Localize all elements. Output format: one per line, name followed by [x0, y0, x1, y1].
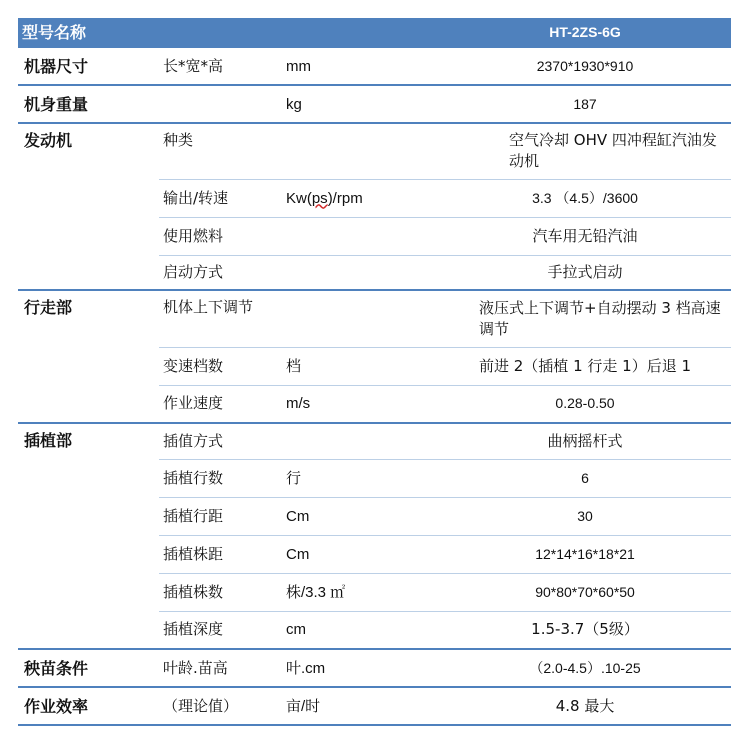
- table-header-row: [18, 18, 731, 47]
- category-seedling: 秧苗条件: [18, 649, 159, 687]
- unit-row-spacing: Cm: [282, 497, 439, 535]
- unit-output-speed-ps: ps: [311, 189, 328, 207]
- item-planting-depth: 插植深度: [159, 611, 282, 649]
- value-planting-rows: 6: [439, 459, 731, 497]
- table-row: [18, 423, 731, 459]
- value-work-speed: 0.28-0.50: [439, 385, 731, 423]
- value-gear-count: 前进 2（插植 1 行走 1）后退 1: [439, 347, 731, 385]
- value-row-spacing: 30: [439, 497, 731, 535]
- unit-output-speed-pre: Kw(: [286, 189, 312, 207]
- unit-start-method: [282, 255, 439, 290]
- item-dimensions: 长*宽*高: [159, 47, 282, 85]
- model-number: HT-2ZS-6G: [439, 18, 731, 47]
- item-fuel: 使用燃料: [159, 217, 282, 255]
- item-start-method: 启动方式: [159, 255, 282, 290]
- unit-dimensions: mm: [282, 47, 439, 85]
- value-engine-type: 空气冷却 OHV 四冲程缸汽油发动机: [439, 123, 731, 179]
- category-planting: 插植部: [18, 423, 159, 649]
- unit-seedling: 叶.cm: [282, 649, 439, 687]
- value-planting-method: 曲柄摇杆式: [439, 423, 731, 459]
- table-row: [18, 123, 731, 179]
- unit-output-speed: [282, 179, 439, 217]
- unit-fuel: [282, 217, 439, 255]
- unit-output-speed-post: )/rpm: [327, 189, 363, 207]
- spec-table: [18, 18, 731, 726]
- value-efficiency: 4.8 最大: [439, 687, 731, 725]
- unit-weight: kg: [282, 85, 439, 123]
- value-start-method: 手拉式启动: [439, 255, 731, 290]
- unit-plant-count: 株/3.3 ㎡: [282, 573, 439, 611]
- value-plant-count: 90*80*70*60*50: [439, 573, 731, 611]
- category-efficiency: 作业效率: [18, 687, 159, 725]
- category-travel: 行走部: [18, 290, 159, 423]
- item-efficiency: （理论值）: [159, 687, 282, 725]
- category-weight: 机身重量: [18, 85, 159, 123]
- category-engine: 发动机: [18, 123, 159, 290]
- unit-plant-spacing: Cm: [282, 535, 439, 573]
- value-plant-spacing: 12*14*16*18*21: [439, 535, 731, 573]
- value-dimensions: 2370*1930*910: [439, 47, 731, 85]
- table-row: [18, 47, 731, 85]
- table-row: [18, 85, 731, 123]
- item-planting-rows: 插植行数: [159, 459, 282, 497]
- item-height-adjust: 机体上下调节: [159, 290, 282, 347]
- item-planting-method: 插值方式: [159, 423, 282, 459]
- value-fuel: 汽车用无铅汽油: [439, 217, 731, 255]
- unit-planting-rows: 行: [282, 459, 439, 497]
- model-name-heading: 型号名称: [18, 18, 439, 47]
- table-row: [18, 649, 731, 687]
- item-engine-type: 种类: [159, 123, 282, 179]
- table-row: [18, 290, 731, 347]
- category-dimensions: 机器尺寸: [18, 47, 159, 85]
- unit-work-speed: m/s: [282, 385, 439, 423]
- item-gear-count: 变速档数: [159, 347, 282, 385]
- item-row-spacing: 插植行距: [159, 497, 282, 535]
- unit-engine-type: [282, 123, 439, 179]
- item-plant-count: 插植株数: [159, 573, 282, 611]
- value-output-speed: 3.3 （4.5）/3600: [439, 179, 731, 217]
- item-work-speed: 作业速度: [159, 385, 282, 423]
- item-output-speed: 输出/转速: [159, 179, 282, 217]
- unit-planting-depth: cm: [282, 611, 439, 649]
- unit-efficiency: 亩/时: [282, 687, 439, 725]
- value-planting-depth: 1.5-3.7（5级）: [439, 611, 731, 649]
- table-row: [18, 687, 731, 725]
- unit-planting-method: [282, 423, 439, 459]
- value-weight: 187: [439, 85, 731, 123]
- value-height-adjust: 液压式上下调节+自动摆动 3 档高速调节: [439, 290, 731, 347]
- value-seedling: （2.0-4.5）.10-25: [439, 649, 731, 687]
- unit-height-adjust: [282, 290, 439, 347]
- unit-gear-count: 档: [282, 347, 439, 385]
- item-plant-spacing: 插植株距: [159, 535, 282, 573]
- item-weight: [159, 85, 282, 123]
- item-seedling: 叶龄.苗高: [159, 649, 282, 687]
